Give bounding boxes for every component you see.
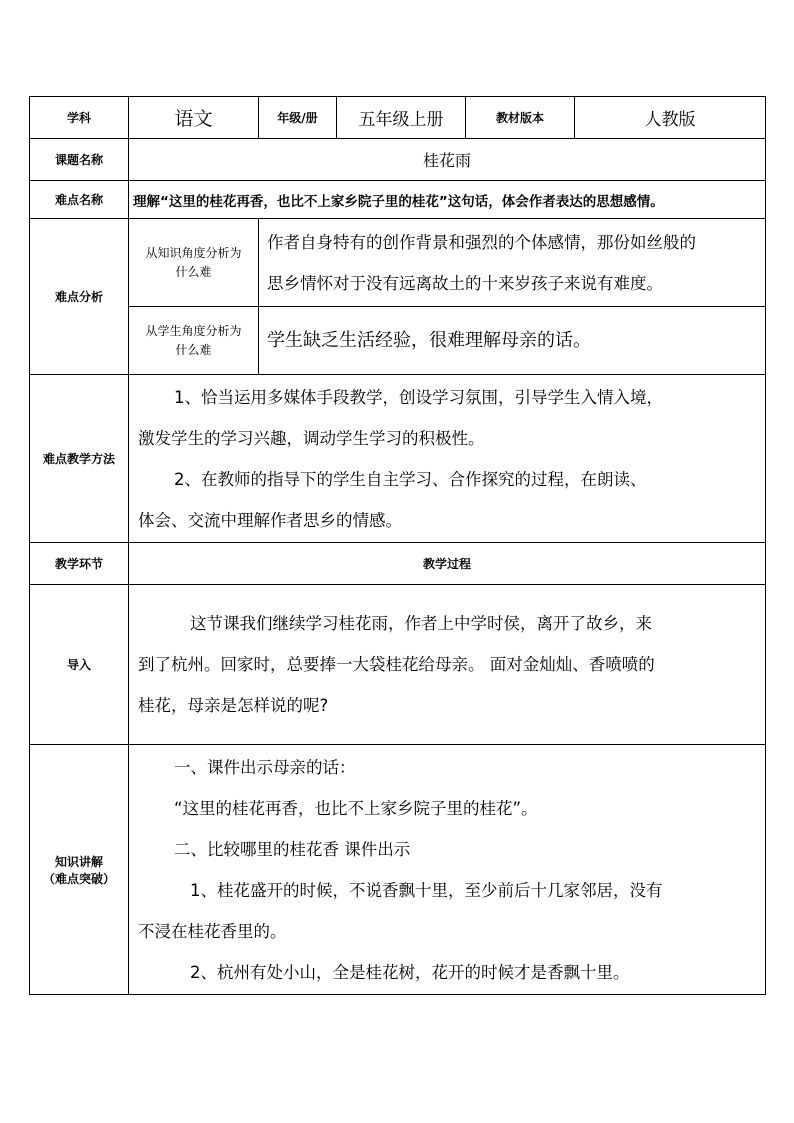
knowledge-angle-line-2: 思乡情怀对于没有远离故土的十来岁孩子来说有难度。 (267, 273, 663, 293)
analysis-label: 难点分析 (30, 219, 129, 375)
intro-line-3: 桂花，母亲是怎样说的呢? (138, 696, 329, 715)
knowledge-angle-label-line-1: 从知识角度分析为 (145, 245, 242, 260)
difficulty-text: 理解“这里的桂花再香，也比不上家乡院子里的桂花”这句话，体会作者表达的思想感情。 (129, 181, 766, 219)
student-angle-label-line-1: 从学生角度分析为 (145, 323, 242, 338)
knowledge-line-2: “这里的桂花再香，也比不上家乡院子里的桂花”。 (174, 798, 538, 818)
method-row (30, 375, 766, 543)
process-column-label: 教学过程 (129, 543, 766, 585)
knowledge-angle-label-line-2: 什么难 (175, 264, 212, 279)
lesson-row (30, 139, 766, 181)
knowledge-angle-text (259, 219, 766, 307)
lesson-title: 桂花雨 (129, 139, 766, 181)
subject-label: 学科 (30, 97, 129, 139)
knowledge-label-line-2: （难点突破） (42, 871, 115, 886)
knowledge-angle-label (129, 219, 259, 307)
knowledge-text (129, 745, 766, 995)
student-angle-text: 学生缺乏生活经验，很难理解母亲的话。 (259, 307, 766, 375)
process-header-row (30, 543, 766, 585)
subject-value: 语文 (129, 97, 259, 139)
stage-column-label: 教学环节 (30, 543, 129, 585)
knowledge-label (30, 745, 129, 995)
student-angle-label-line-2: 什么难 (175, 342, 212, 357)
method-text (129, 375, 766, 543)
edition-label: 教材版本 (466, 97, 575, 139)
lesson-label: 课题名称 (30, 139, 129, 181)
knowledge-label-line-1: 知识讲解 (54, 854, 103, 869)
intro-text (129, 585, 766, 745)
student-angle-label (129, 307, 259, 375)
method-line-1: 1、恰当运用多媒体手段教学，创设学习氛围，引导学生入情入境， (174, 387, 663, 407)
method-line-3: 2、在教师的指导下的学生自主学习、合作探究的过程，在朗读、 (174, 469, 647, 489)
method-line-4: 体会、交流中理解作者思乡的情感。 (138, 510, 402, 530)
intro-line-1: 这节课我们继续学习桂花雨，作者上中学时侯，离开了故乡，来 (190, 614, 652, 633)
knowledge-line-4: 1、桂花盛开的时候，不说香飘十里，至少前后十几家邻居，没有 (190, 880, 663, 900)
knowledge-line-1: 一、课件出示母亲的话： (174, 757, 356, 777)
knowledge-row (30, 745, 766, 995)
grade-value: 五年级上册 (337, 97, 466, 139)
header-row (30, 97, 766, 139)
method-line-2: 激发学生的学习兴趣，调动学生学习的积极性。 (138, 428, 485, 448)
intro-line-2: 到了杭州。回家时，总要捧一大袋桂花给母亲。 面对金灿灿、香喷喷的 (138, 655, 655, 674)
lesson-plan-table (29, 96, 766, 995)
intro-label: 导入 (30, 585, 129, 745)
knowledge-angle-line-1: 作者自身特有的创作背景和强烈的个体感情，那份如丝般的 (267, 232, 696, 252)
knowledge-line-6: 2、杭州有处小山，全是桂花树，花开的时候才是香飘十里。 (190, 962, 630, 982)
grade-label: 年级/册 (259, 97, 337, 139)
analysis-row-knowledge (30, 219, 766, 307)
difficulty-label: 难点名称 (30, 181, 129, 219)
method-label: 难点教学方法 (30, 375, 129, 543)
intro-row (30, 585, 766, 745)
knowledge-line-3: 二、比较哪里的桂花香 课件出示 (174, 839, 411, 859)
knowledge-line-5: 不浸在桂花香里的。 (138, 921, 287, 941)
edition-value: 人教版 (575, 97, 766, 139)
difficulty-row (30, 181, 766, 219)
analysis-row-student (30, 307, 766, 375)
